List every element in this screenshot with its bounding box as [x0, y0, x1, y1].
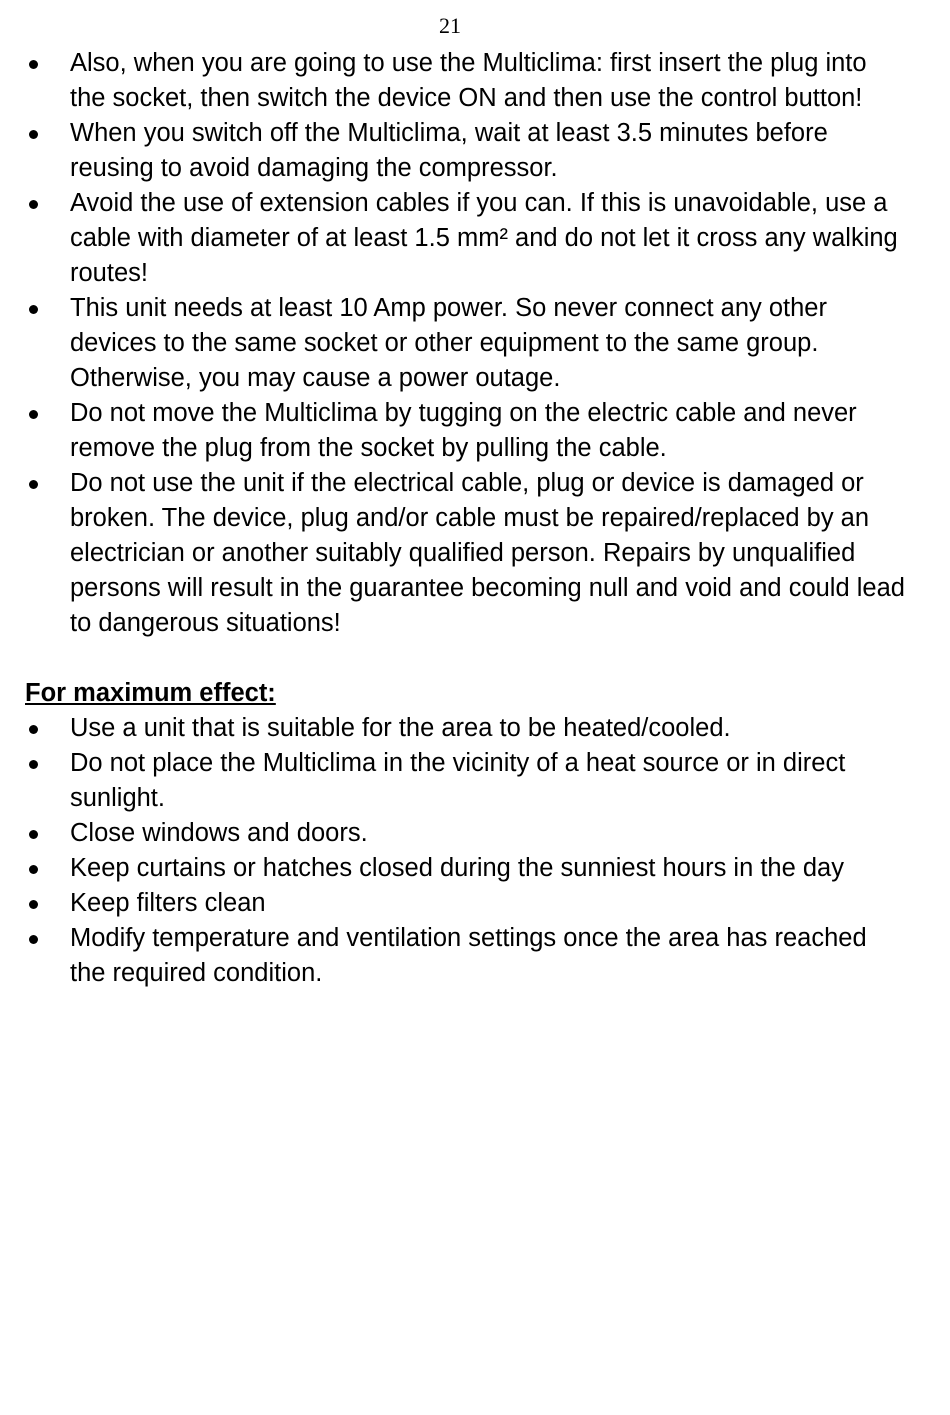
list-item: [25, 711, 905, 746]
list-item: [25, 921, 905, 991]
list-item-text: Do not move the Multiclima by tugging on the electric cable and never remove the plug from the socket by pulling the cable.: [70, 399, 857, 462]
bullet-icon: [29, 725, 38, 734]
bullet-icon: [29, 760, 38, 769]
list-item: [25, 116, 905, 186]
bullet-icon: [29, 830, 38, 839]
list-item: [25, 291, 905, 396]
list-item-text: Do not place the Multiclima in the vicinity of a heat source or in direct sunlight.: [70, 749, 846, 812]
bullet-icon: [29, 480, 38, 489]
bullet-icon: [29, 200, 38, 209]
bullet-icon: [29, 60, 38, 69]
list-item-text: Keep curtains or hatches closed during the sunniest hours in the day: [70, 854, 844, 882]
list-item: [25, 466, 905, 641]
list-item-text: When you switch off the Multiclima, wait at least 3.5 minutes before reusing to avoid damaging the compressor.: [70, 119, 828, 182]
list-item: [25, 746, 905, 816]
list-item-text: Do not use the unit if the electrical cable, plug or device is damaged or broken. The device, plug and/or cable must be repaired/replaced by an electrician or another suitably qualified person. Repairs by unqualified persons will result in the guarantee becoming null and void and could lead to dangerous situations!: [70, 469, 905, 637]
list-item-text: Modify temperature and ventilation settings once the area has reached the required condition.: [70, 924, 867, 987]
list-item-text: Avoid the use of extension cables if you can. If this is unavoidable, use a cable with diameter of at least 1.5 mm² and do not let it cross any walking routes!: [70, 189, 898, 287]
list-item: [25, 186, 905, 291]
list-item-text: Use a unit that is suitable for the area to be heated/cooled.: [70, 714, 731, 742]
list-item-text: Also, when you are going to use the Multiclima: first insert the plug into the socket, then switch the device ON and then use the control button!: [70, 49, 867, 112]
list-item-text: Close windows and doors.: [70, 819, 368, 847]
bullet-icon: [29, 865, 38, 874]
list-item-text: This unit needs at least 10 Amp power. So never connect any other devices to the same socket or other equipment to the same group. Otherwise, you may cause a power outage.: [70, 294, 827, 392]
list-item-text: Keep filters clean: [70, 889, 266, 917]
section-heading: For maximum effect:: [25, 679, 276, 707]
max-effect-list: [25, 711, 905, 991]
safety-warnings-list: [25, 46, 905, 641]
page-number: 21: [439, 13, 461, 38]
list-item: [25, 816, 905, 851]
bullet-icon: [29, 305, 38, 314]
list-item: [25, 396, 905, 466]
bullet-icon: [29, 900, 38, 909]
bullet-icon: [29, 410, 38, 419]
list-item: [25, 851, 905, 886]
list-item: [25, 886, 905, 921]
document-body: [25, 46, 905, 991]
bullet-icon: [29, 935, 38, 944]
bullet-icon: [29, 130, 38, 139]
list-item: [25, 46, 905, 116]
